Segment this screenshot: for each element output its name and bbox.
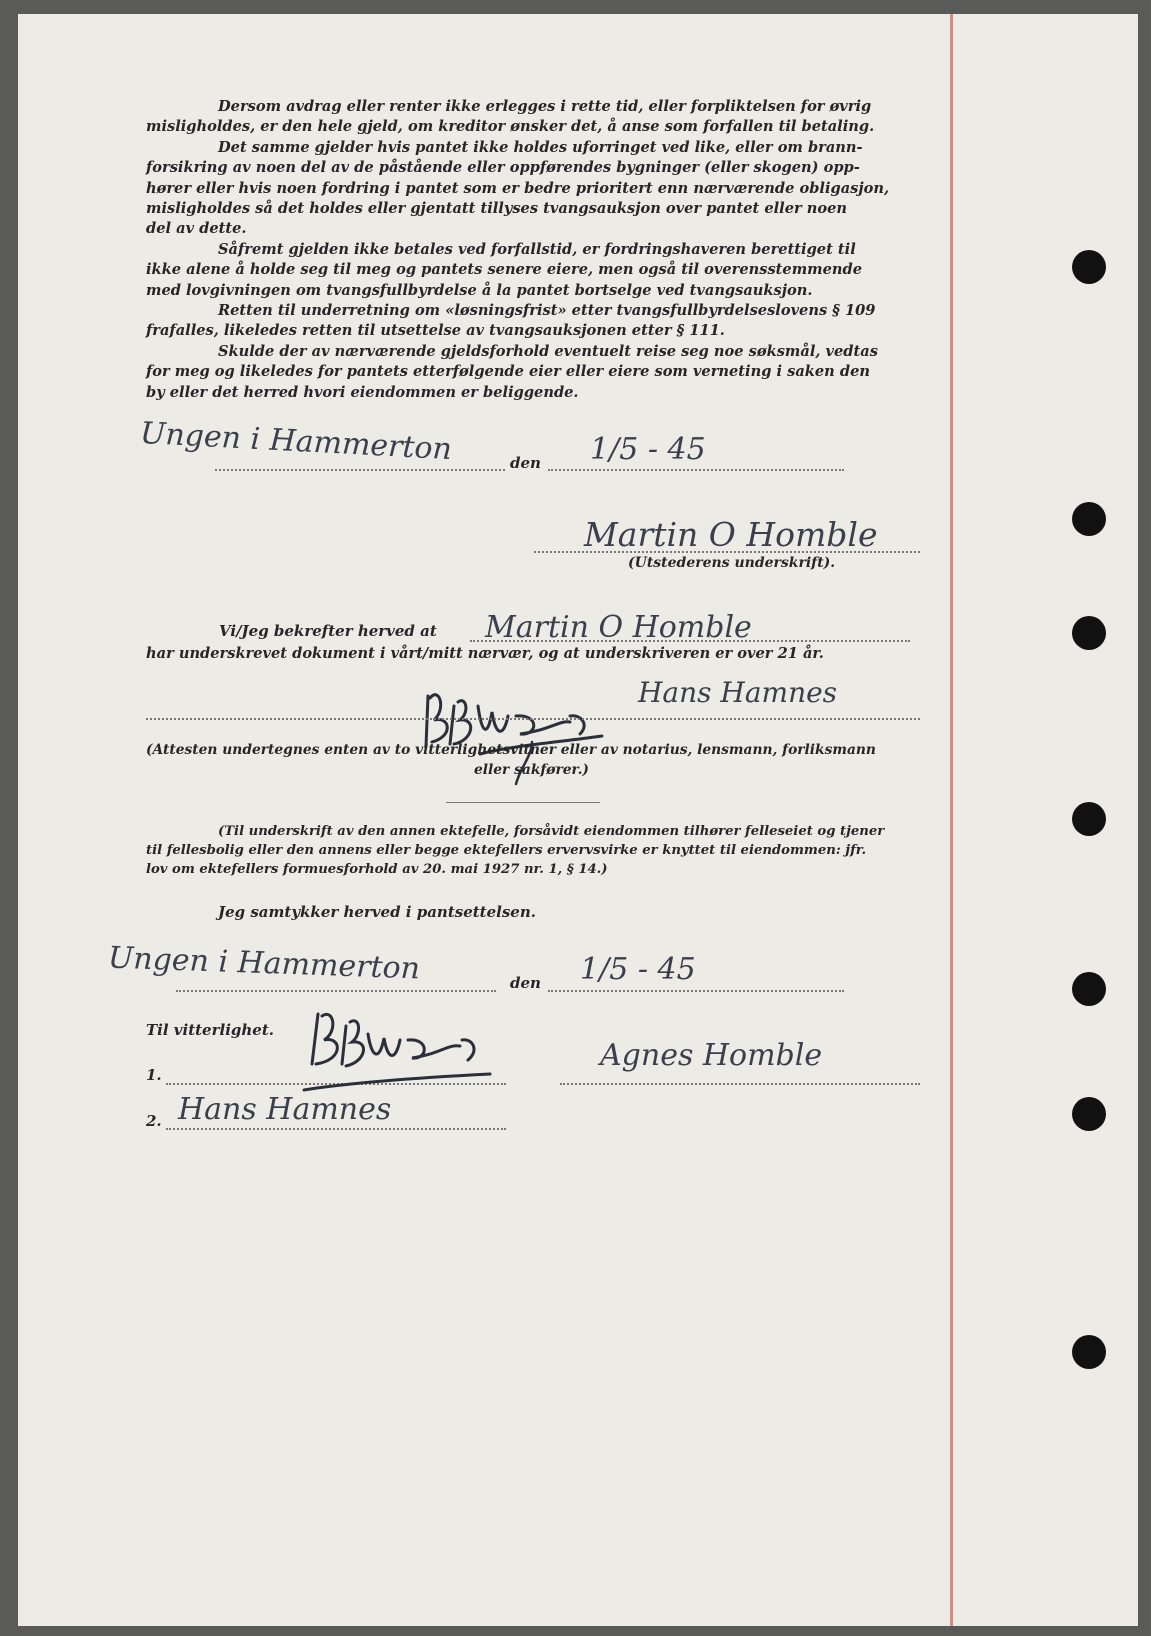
punch-hole (1072, 250, 1106, 284)
clause-enforcement: Såfremt gjelden ikke betales ved forfallstid, er fordringshaveren berettiget til ikke alene å holde seg til meg og pantets senere eiere, men også til overensstemmende med lovgivningen om tvangsfullbyrdelse å la pantet bortselge ved tvangsauksjon. (146, 241, 862, 299)
den-label-1: den (510, 454, 541, 472)
date-line-2 (548, 990, 844, 992)
clause-default: Dersom avdrag eller renter ikke erlegges i rette tid, eller forpliktelsen for øvrig misligholdes, er den hele gjeld, om kreditor ønsker det, å anse som forfallen til betaling. (146, 98, 875, 136)
punch-hole (1072, 802, 1106, 836)
issuer-signature-line (534, 551, 920, 553)
den-label-2: den (510, 974, 541, 992)
witness2-signature-2: Hans Hamnes (178, 1092, 392, 1127)
separator-rule (446, 802, 600, 803)
clause-maintenance: Det samme gjelder hvis pantet ikke holdes uforringet ved like, eller om brann- forsikring av noen del av de påstående eller oppførendes bygninger (eller skogen) opp- hører eller hvis noen fordring i pantet som er bedre prioritert enn nærværende obligasjon, misligholdes så det holdes eller gjentatt tillyses tvangsauksjon over pantet eller noen del av dette. (146, 139, 890, 238)
witness-number-2: 2. (146, 1112, 162, 1130)
place-handwritten-1: Ungen i Hammerton (139, 415, 453, 468)
punch-hole (1072, 972, 1106, 1006)
punch-hole (1072, 1335, 1106, 1369)
date-line-1 (548, 469, 844, 471)
attest-note-1: (Attesten undertegnes enten av to vitterlighetsvitner eller av notarius, lensmann, forliksmann (146, 742, 876, 758)
date-handwritten-2: 1/5 - 45 (580, 952, 696, 987)
attest-name-handwritten: Martin O Homble (485, 610, 752, 645)
witness-number-1: 1. (146, 1066, 162, 1084)
issuer-caption: (Utstederens underskrift). (628, 555, 836, 571)
place-handwritten-2: Ungen i Hammerton (107, 940, 421, 987)
place-line-1 (215, 469, 505, 471)
witness-line (146, 718, 920, 720)
witness2-signature: Hans Hamnes (638, 676, 838, 709)
spouse-signature-line (560, 1083, 920, 1085)
spouse-note: (Til underskrift av den annen ektefelle, forsåvidt eiendommen tilhører felleseiet og tjener til fellesbolig eller den annens eller begge ektefellers ervervsvirke er knyttet til eiendommen: jfr. lov om ektefellers formuesforhold av 20. mai 1927 nr. 1, § 14.) (146, 824, 885, 877)
place-line-2 (176, 990, 496, 992)
witness-line-2 (166, 1128, 506, 1130)
attest-prefix: Vi/Jeg bekrefter herved at (219, 622, 437, 640)
consent-text: Jeg samtykker herved i pantsettelsen. (218, 903, 536, 921)
date-handwritten-1: 1/5 - 45 (590, 432, 706, 467)
attest-name-line (470, 640, 910, 642)
punch-hole (1072, 1097, 1106, 1131)
clause-venue: Skulde der av nærværende gjeldsforhold eventuelt reise seg noe søksmål, vedtas for meg og likeledes for pantets etterfølgende eier eller eiere som verneting i saken den by eller det herred hvori eiendommen er beliggende. (146, 343, 878, 401)
issuer-signature: Martin O Homble (584, 515, 878, 554)
attest-line2: har underskrevet dokument i vårt/mitt nærvær, og at underskriveren er over 21 år. (146, 645, 824, 662)
witness1-signature-graphic-2 (300, 1004, 500, 1104)
clause-waiver: Retten til underretning om «løsningsfrist» etter tvangsfullbyrdelseslovens § 109 frafalles, likeledes retten til utsettelse av tvangsauksjonen etter § 111. (146, 302, 876, 340)
witnesses-label: Til vitterlighet. (146, 1021, 274, 1039)
attest-note-2: eller sakfører.) (474, 762, 589, 778)
punch-hole (1072, 616, 1106, 650)
margin-rule (950, 14, 953, 1626)
punch-hole (1072, 502, 1106, 536)
spouse-signature: Agnes Homble (600, 1038, 823, 1073)
